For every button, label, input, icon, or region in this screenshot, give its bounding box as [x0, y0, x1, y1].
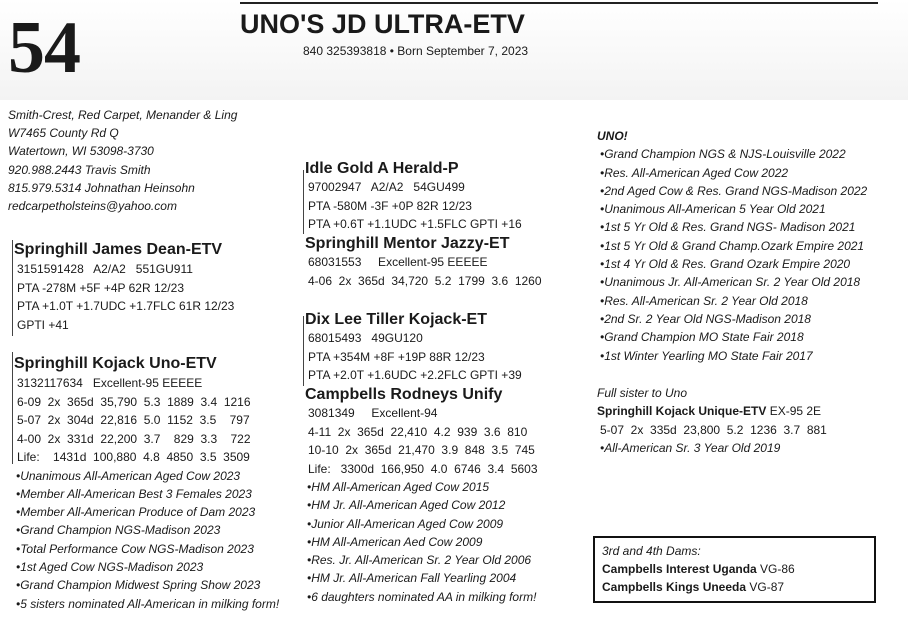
- uno-achievement: •Res. All-American Sr. 2 Year Old 2018: [600, 293, 808, 308]
- dam-dam-achievement: •HM Jr. All-American Aged Cow 2012: [307, 498, 506, 513]
- dam-achievement: •5 sisters nominated All-American in milking form!: [16, 596, 280, 611]
- dams-box-heading: 3rd and 4th Dams:: [602, 544, 701, 558]
- dam-achievement: •1st Aged Cow NGS-Madison 2023: [16, 559, 204, 574]
- third-dam-name: Campbells Interest Uganda: [602, 562, 757, 576]
- full-sister-name: Springhill Kojack Unique-ETV: [597, 404, 767, 419]
- dam-achievement: •Unanimous All-American Aged Cow 2023: [16, 468, 241, 483]
- dam-record: 5-07 2x 304d 22,816 5.0 1152 3.5 797: [17, 413, 250, 427]
- dam-sire-name: Dix Lee Tiller Kojack-ET: [305, 311, 487, 328]
- dam-dam-lifetime: Life: 3300d 166,950 4.0 6746 3.4 5603: [308, 461, 538, 476]
- full-sister-title: [597, 402, 827, 420]
- sire-line: GPTI +41: [17, 317, 69, 332]
- dam-achievement: •Member All-American Best 3 Females 2023: [16, 486, 252, 501]
- dam-record: 4-00 2x 331d 22,200 3.7 829 3.3 722: [17, 431, 251, 446]
- uno-achievement: •1st Winter Yearling MO State Fair 2017: [600, 348, 813, 363]
- dam-dam-achievement: •Junior All-American Aged Cow 2009: [307, 516, 504, 531]
- sire-dam-block: [305, 234, 542, 290]
- dam-name: Springhill Kojack Uno-ETV: [14, 355, 217, 372]
- dam-sire-line: PTA +354M +8F +19P 88R 12/23: [308, 349, 485, 364]
- fourth-dam-score: VG-87: [746, 580, 785, 594]
- sire-line: PTA -278M +5F +4P 62R 12/23: [17, 280, 184, 295]
- uno-achievement: •Unanimous All-American 5 Year Old 2021: [600, 202, 826, 217]
- sire-name: Springhill James Dean-ETV: [14, 241, 223, 258]
- fourth-dam: [602, 578, 867, 596]
- uno-heading: UNO!: [597, 129, 628, 143]
- dam-block: [14, 354, 279, 613]
- animal-name: UNO'S JD ULTRA-ETV: [240, 9, 525, 39]
- dam-dam-block: [305, 385, 538, 606]
- sire-dam-record: 4-06 2x 365d 34,720 5.2 1799 3.6 1260: [308, 273, 542, 288]
- sire-block: [14, 240, 234, 334]
- uno-achievement: •1st 4 Yr Old & Res. Grand Ozark Empire 2020: [600, 257, 851, 272]
- consignor-line: W7465 County Rd Q: [8, 126, 119, 141]
- uno-achievement: •Unanimous Jr. All-American Sr. 2 Year Old 2018: [600, 275, 861, 290]
- pedigree-bracket: [12, 240, 13, 336]
- full-sister-heading: Full sister to Uno: [597, 386, 688, 400]
- lot-number: 54: [8, 7, 80, 89]
- dam-line: 3132117634 Excellent-95 EEEEE: [17, 376, 203, 390]
- dam-dam-record: 4-11 2x 365d 22,410 4.2 939 3.6 810: [308, 424, 528, 439]
- uno-achievement: •Grand Champion NGS & NJS-Louisville 2022: [600, 147, 846, 162]
- dam-dam-name: Campbells Rodneys Unify: [305, 386, 503, 403]
- sire-sire-line: PTA -580M -3F +0P 82R 12/23: [308, 198, 472, 213]
- dam-dam-record: 10-10 2x 365d 21,470 3.9 848 3.5 745: [308, 443, 535, 457]
- dam-dam-achievement: •HM Jr. All-American Fall Yearling 2004: [307, 571, 517, 586]
- consignor-line: 920.988.2443 Travis Smith: [8, 162, 151, 177]
- sire-dam-line: 68031553 Excellent-95 EEEEE: [308, 255, 488, 269]
- uno-achievement: •Grand Champion MO State Fair 2018: [600, 330, 804, 345]
- dam-achievement: •Member All-American Produce of Dam 2023: [16, 505, 256, 520]
- fourth-dam-name: Campbells Kings Uneeda: [602, 580, 747, 594]
- sire-line: 3151591428 A2/A2 551GU911: [17, 262, 193, 276]
- sire-sire-line: 97002947 A2/A2 54GU499: [308, 180, 465, 194]
- dam-sire-line: 68015493 49GU120: [308, 331, 423, 345]
- full-sister-achievement: •All-American Sr. 3 Year Old 2019: [600, 441, 781, 456]
- pedigree-bracket: [303, 316, 304, 386]
- sire-dam-name: Springhill Mentor Jazzy-ET: [305, 235, 510, 252]
- dam-lifetime: Life: 1431d 100,880 4.8 4850 3.5 3509: [17, 450, 250, 464]
- uno-achievement: •2nd Sr. 2 Year Old NGS-Madison 2018: [600, 311, 811, 326]
- dam-dam-achievement: •HM All-American Aed Cow 2009: [307, 534, 483, 549]
- third-dam-score: VG-86: [756, 562, 795, 576]
- header-rule: [240, 2, 878, 4]
- dam-dam-achievement: •HM All-American Aged Cow 2015: [307, 480, 490, 494]
- third-fourth-dams-box: [593, 536, 876, 603]
- pedigree-bracket: [12, 352, 13, 464]
- sire-sire-block: [305, 159, 522, 234]
- full-sister-score: EX-95 2E: [766, 404, 822, 419]
- dam-achievement: •Grand Champion NGS-Madison 2023: [16, 523, 221, 538]
- uno-accomplishments: [597, 127, 867, 365]
- sire-sire-line: PTA +0.6T +1.1UDC +1.5FLC GPTI +16: [308, 217, 522, 231]
- uno-achievement: •1st 5 Yr Old & Grand Champ.Ozark Empire 2021: [600, 238, 865, 253]
- consignor-email: redcarpetholsteins@yahoo.com: [8, 199, 177, 214]
- consignor-line: Watertown, WI 53098-3730: [8, 144, 154, 159]
- dam-achievement: •Total Performance Cow NGS-Madison 2023: [16, 541, 254, 556]
- dam-achievement: •Grand Champion Midwest Spring Show 2023: [16, 578, 261, 593]
- consignor-line: Smith-Crest, Red Carpet, Menander & Ling: [8, 108, 238, 122]
- dam-record: 6-09 2x 365d 35,790 5.3 1889 3.4 1216: [17, 394, 251, 409]
- consignor-line: 815.979.5314 Johnathan Heinsohn: [8, 180, 195, 195]
- dam-dam-achievement: •6 daughters nominated AA in milking form!: [307, 589, 537, 604]
- registration-and-birthdate: 840 325393818 • Born September 7, 2023: [303, 44, 529, 58]
- pedigree-bracket: [303, 170, 304, 234]
- uno-achievement: •1st 5 Yr Old & Res. Grand NGS- Madison 2021: [600, 220, 856, 235]
- full-sister-record: 5-07 2x 335d 23,800 5.2 1236 3.7 881: [600, 422, 827, 437]
- dam-dam-achievement: •Res. Jr. All-American Sr. 2 Year Old 2006: [307, 553, 532, 568]
- uno-achievement: •2nd Aged Cow & Res. Grand NGS-Madison 2022: [600, 183, 868, 198]
- uno-achievement: •Res. All-American Aged Cow 2022: [600, 165, 789, 180]
- sire-line: PTA +1.0T +1.7UDC +1.7FLC 61R 12/23: [17, 299, 235, 313]
- dam-sire-line: PTA +2.0T +1.6UDC +2.2FLC GPTI +39: [308, 368, 522, 382]
- dam-sire-block: [305, 310, 522, 385]
- full-sister-block: [597, 384, 827, 457]
- third-dam: [602, 560, 867, 578]
- consignor-info: [8, 106, 237, 215]
- dam-dam-line: 3081349 Excellent-94: [308, 406, 438, 420]
- sire-sire-name: Idle Gold A Herald-P: [305, 160, 459, 177]
